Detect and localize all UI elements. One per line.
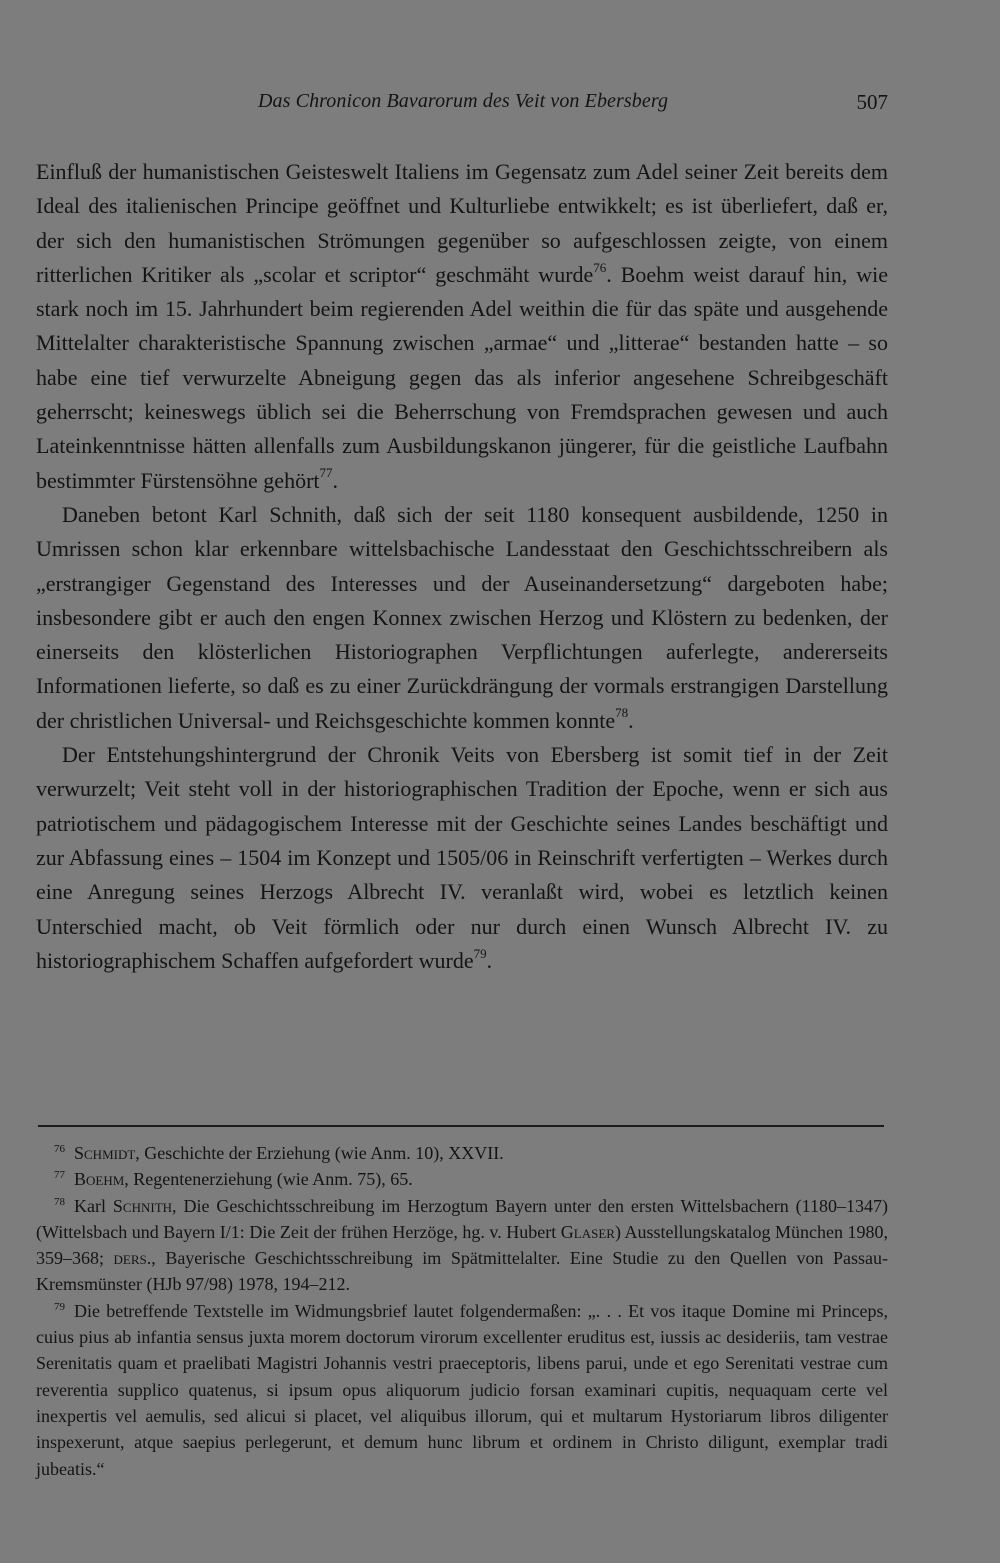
main-text bbox=[36, 155, 888, 978]
paragraph-text: Der Entstehungshintergrund der Chronik Veits von Ebersberg ist somit tief in der Zeit verwurzelt; Veit steht voll in der historiographischen Tradition der Epoche, wenn er sich aus patriotischem und pädagogischem Interesse mit der Geschichte seines Landes beschäftigt und zur Abfassung eines – 1504 im Konzept und 1505/06 in Reinschrift verfertigten – Werkes durch eine Anregung seines Herzogs Albrecht IV. veranlaßt wird, wobei es letztlich keinen Unterschied macht, ob Veit förmlich oder nur durch einen Wunsch Albrecht IV. zu historiographischem Schaffen aufgefordert wurde bbox=[36, 742, 888, 973]
footnote-reference[interactable]: 78 bbox=[615, 705, 629, 721]
footnote bbox=[36, 1298, 888, 1482]
footnote-text: , Regentenerziehung (wie Anm. 75), 65. bbox=[124, 1169, 413, 1190]
footnote-text: ) Ausstellungskatalog München 1980, 359–368; bbox=[36, 1221, 888, 1269]
footnote-text: Karl bbox=[74, 1195, 113, 1216]
footnote-author: ders. bbox=[113, 1248, 152, 1269]
footnote-number: 79 bbox=[54, 1300, 65, 1313]
footnote-reference[interactable]: 77 bbox=[319, 465, 333, 481]
footnote-author: Schnith bbox=[112, 1195, 173, 1216]
footnote-number: 77 bbox=[54, 1169, 65, 1182]
footnote-number: 76 bbox=[54, 1143, 65, 1155]
paragraph-text: . Boehm weist darauf hin, wie stark noch im 15. Jahrhundert beim regierenden Adel weithin die für das späte und ausgehende Mittelalter charakteristische Spannung zwischen „armae“ und „litterae“ bestanden hatte – so habe eine tief verwurzelte Abneigung gegen das als inferior angesehene Schreibgeschäft geherrscht; keineswegs üblich sei die Beherrschung von Fremdsprachen gewesen und auch Lateinkenntnisse hätten allenfalls zum Ausbildungskanon jüngerer, für die geistliche Laufbahn bestimmter Fürstensöhne gehört bbox=[36, 261, 888, 493]
footnote bbox=[36, 1140, 888, 1166]
paragraph-text: . bbox=[628, 707, 634, 733]
footnote-author: Boehm bbox=[74, 1169, 125, 1190]
running-title: Das Chronicon Bavarorum des Veit von Ebersberg bbox=[258, 90, 669, 112]
footnote-text: , Die Geschichtsschreibung im Herzogtum Bayern unter den ersten Wittelsbachern (1180–1347) (Wittelsbach und Bayern I/1: Die Zeit der frühen Herzöge, hg. v. Hubert bbox=[36, 1195, 888, 1242]
footnote bbox=[36, 1193, 888, 1298]
footnote-reference[interactable]: 76 bbox=[593, 259, 607, 275]
footnote-author: Glaser bbox=[560, 1221, 615, 1242]
paragraph-text: Einfluß der humanistischen Geisteswelt Italiens im Gegensatz zum Adel seiner Zeit bereits dem Ideal des italienischen Principe geöffnet und Kulturliebe entwikkelt; es ist überliefert, daß er, der sich den humanistischen Strömungen gegenüber so aufgeschlossen zeigte, von einem ritterlichen Kritiker als „scolar et scriptor“ geschmäht wurde bbox=[36, 159, 888, 287]
paragraph-text: . bbox=[486, 947, 493, 973]
book-page bbox=[36, 0, 888, 1563]
footnote-number: 78 bbox=[54, 1195, 65, 1208]
footnote-text: , Bayerische Geschichtsschreibung im Spätmittelalter. Eine Studie zu den Quellen von Passau-Kremsmünster (HJb 97/98) 1978, 194–212. bbox=[36, 1248, 888, 1295]
footnotes bbox=[36, 1140, 888, 1482]
footnote-reference[interactable]: 79 bbox=[473, 945, 487, 961]
footnote-author: Schmidt bbox=[74, 1143, 136, 1163]
footnote bbox=[36, 1166, 888, 1192]
footnote-divider bbox=[38, 1125, 884, 1127]
paragraph bbox=[36, 498, 888, 738]
footnote-text: Die betreffende Textstelle im Widmungsbrief lautet folgendermaßen: „. . . Et vos itaque Domine mi Princeps, cuius pius ab infantia sensus juxta morem doctorum virorum excellenter eruditus est, iussis ac desideriis, tam vestrae Serenitatis quam et praelibati Magistri Johannis vestri praeceptoris, libens parui, unde et ego Serenitati vestrae cum reverentia supplico quatenus, si ipsum opus aliquorum judicio forsan examinari cupitis, nequaquam certe vel inexpertis vel aemulis, sed alicui si placet, vel aliquibus illorum, qui et multarum Hystoriarum libros diligenter inspexerunt, atque saepius perlegerunt, et demum hunc librum et ordinem in Christo diligunt, exemplar tradi jubeatis.“ bbox=[36, 1300, 888, 1479]
page-header bbox=[36, 90, 888, 120]
paragraph-text: . bbox=[332, 467, 339, 493]
paragraph bbox=[36, 738, 888, 978]
footnote-text: , Geschichte der Erziehung (wie Anm. 10), XXVII. bbox=[135, 1143, 504, 1163]
paragraph bbox=[36, 155, 888, 498]
paragraph-text: Daneben betont Karl Schnith, daß sich der seit 1180 konsequent ausbildende, 1250 in Umrissen schon klar erkennbare wittelsbachische Landesstaat den Geschichtsschreibern als „erstrangiger Gegenstand des Interesses und der Auseinandersetzung“ dargeboten habe; insbesondere gibt er auch den engen Konnex zwischen Herzog und Klöstern zu bedenken, der einerseits den klösterlichen Historiographen Verpflichtungen auferlegte, andererseits Informationen lieferte, so daß es zu einer Zurückdrängung der vormals erstrangigen Darstellung der christlichen Universal- und Reichsgeschichte kommen konnte bbox=[36, 501, 888, 733]
page-number: 507 bbox=[856, 90, 888, 114]
